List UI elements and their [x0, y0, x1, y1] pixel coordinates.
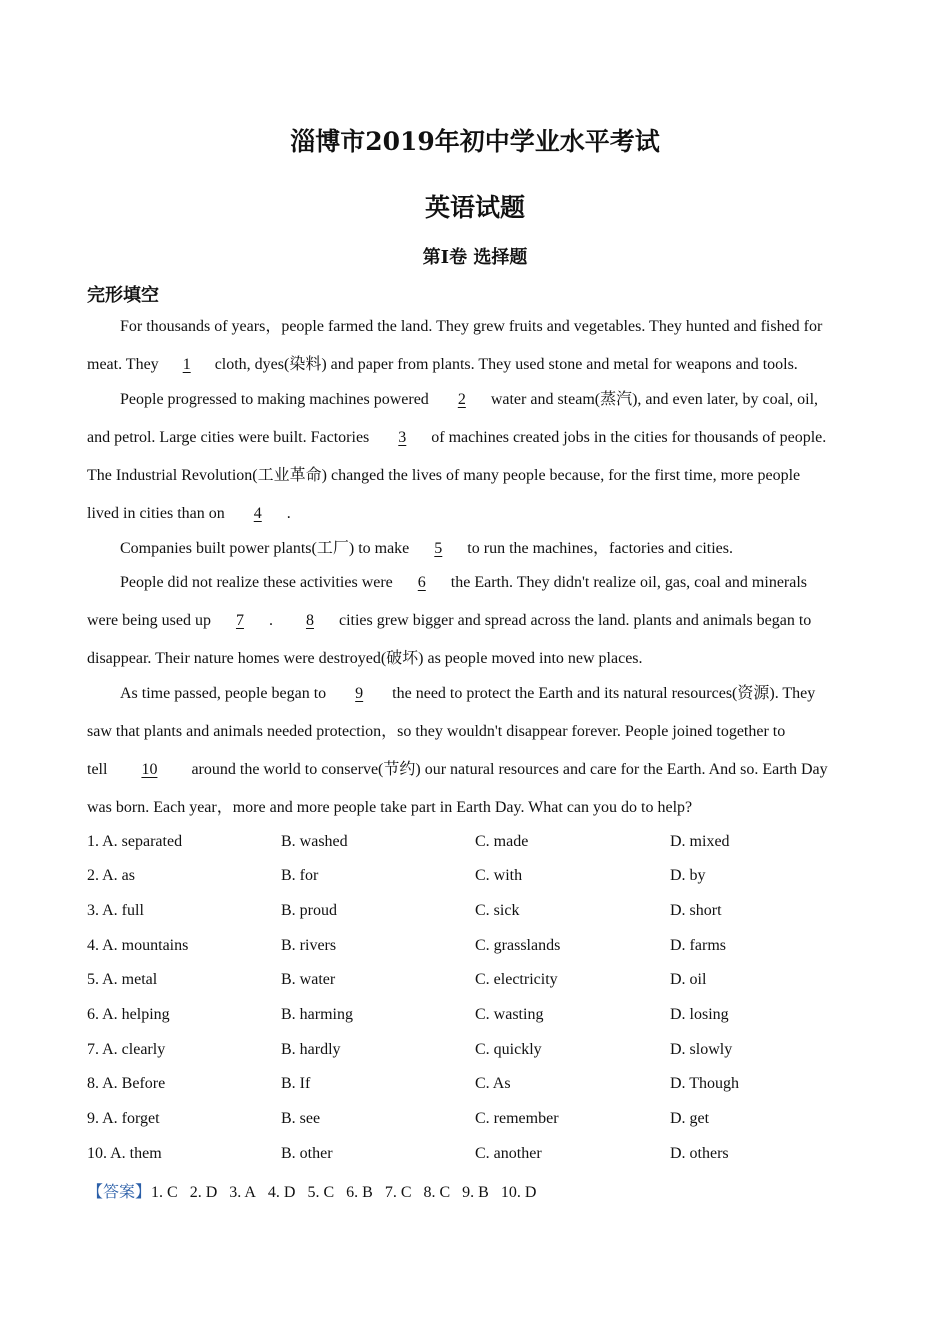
answer-key — [87, 1179, 548, 1202]
passage-line: The Industrial Revolution(工业革命) changed the lives of many people because, for the first time, more people — [87, 467, 801, 484]
blank-4: 4 — [253, 505, 262, 522]
exam-subtitle: 英语试题 — [424, 193, 525, 222]
blank-8: 8 — [305, 612, 314, 629]
passage-line — [87, 355, 798, 375]
option-c: C. As — [475, 1075, 511, 1092]
blank-2: 2 — [457, 391, 466, 408]
option-b: B. for — [281, 867, 319, 884]
option-a: 1. A. separated — [87, 833, 183, 850]
option-row — [0, 1145, 950, 1167]
answer-label: 【答案】 — [87, 1184, 152, 1201]
option-d: D. by — [670, 867, 706, 884]
answer-item: 7. C — [384, 1184, 412, 1201]
option-b: B. washed — [281, 833, 348, 850]
option-b: B. other — [281, 1145, 333, 1162]
option-a: 6. A. helping — [87, 1006, 170, 1023]
passage-line: For thousands of years，people farmed the land. They grew fruits and vegetables. They hunted and fished for — [120, 318, 823, 335]
passage-line — [87, 504, 291, 524]
answer-item: 10. D — [500, 1184, 537, 1201]
text: cities grew bigger and spread across the land. plants and animals began to — [338, 612, 812, 629]
option-d: D. short — [670, 902, 722, 919]
text: meat. They — [87, 356, 159, 373]
text: water and steam(蒸汽), and even later, by coal, oil, — [490, 391, 819, 408]
answer-item: 4. D — [267, 1184, 296, 1201]
passage-line: was born. Each year，more and more people take part in Earth Day. What can you do to help? — [87, 799, 693, 816]
text: People did not realize these activities were — [120, 574, 393, 591]
option-a: 5. A. metal — [87, 971, 158, 988]
option-b: B. harming — [281, 1006, 353, 1023]
option-row — [0, 1006, 950, 1028]
option-b: B. see — [281, 1110, 321, 1127]
text: were being used up — [87, 612, 211, 629]
option-row — [0, 1075, 950, 1097]
option-a: 8. A. Before — [87, 1075, 166, 1092]
blank-9: 9 — [355, 685, 364, 702]
passage-line — [120, 390, 818, 410]
option-row — [0, 971, 950, 993]
option-d: D. get — [670, 1110, 710, 1127]
passage-line — [87, 611, 811, 631]
blank-5: 5 — [434, 540, 443, 557]
option-b: B. If — [281, 1075, 311, 1092]
text: the Earth. They didn't realize oil, gas, coal and minerals — [450, 574, 808, 591]
blank-6: 6 — [417, 574, 426, 591]
text: . — [286, 505, 291, 522]
text: around the world to conserve(节约) our natural resources and care for the Earth. And so. Earth Day — [191, 761, 828, 778]
blank-7: 7 — [235, 612, 244, 629]
exam-title: 淄博市2019年初中学业水平考试 — [290, 127, 660, 156]
passage-line — [120, 684, 815, 704]
passage-line — [120, 539, 733, 559]
text: People progressed to making machines powered — [120, 391, 433, 408]
option-row — [0, 833, 950, 855]
option-d: D. slowly — [670, 1041, 733, 1058]
passage-line — [87, 760, 828, 780]
option-row — [0, 1110, 950, 1132]
answer-item: 8. C — [423, 1184, 451, 1201]
part-heading: 第Ⅰ卷 选择题 — [422, 247, 528, 268]
option-c: C. with — [475, 867, 523, 884]
text: to run the machines，factories and cities. — [467, 540, 733, 557]
option-b: B. hardly — [281, 1041, 341, 1058]
option-row — [0, 1041, 950, 1063]
text: . — [268, 612, 281, 629]
option-a: 9. A. forget — [87, 1110, 160, 1127]
answer-item: 6. B — [346, 1184, 373, 1201]
text: tell — [87, 761, 108, 778]
option-a: 3. A. full — [87, 902, 144, 919]
answer-item: 2. D — [189, 1184, 218, 1201]
text: cloth, dyes(染料) and paper from plants. They used stone and metal for weapons and tools. — [214, 356, 798, 373]
option-row — [0, 902, 950, 924]
option-c: C. another — [475, 1145, 542, 1162]
option-c: C. wasting — [475, 1006, 544, 1023]
passage-line — [120, 573, 807, 593]
blank-10: 10 — [141, 761, 158, 778]
text: the need to protect the Earth and its natural resources(资源). They — [388, 685, 816, 702]
option-a: 4. A. mountains — [87, 937, 189, 954]
option-a: 10. A. them — [87, 1145, 162, 1162]
option-row — [0, 937, 950, 959]
option-d: D. losing — [670, 1006, 729, 1023]
option-d: D. farms — [670, 937, 726, 954]
option-d: D. mixed — [670, 833, 730, 850]
text: As time passed, people began to — [120, 685, 331, 702]
option-b: B. rivers — [281, 937, 337, 954]
option-a: 7. A. clearly — [87, 1041, 166, 1058]
option-b: B. water — [281, 971, 336, 988]
option-a: 2. A. as — [87, 867, 135, 884]
option-b: B. proud — [281, 902, 337, 919]
blank-1: 1 — [182, 356, 191, 373]
answer-item: 9. B — [462, 1184, 489, 1201]
section-heading: 完形填空 — [87, 285, 159, 306]
option-c: C. remember — [475, 1110, 559, 1127]
option-c: C. grasslands — [475, 937, 561, 954]
option-c: C. sick — [475, 902, 520, 919]
answer-item: 1. C — [151, 1184, 178, 1201]
answer-item: 3. A — [229, 1184, 256, 1201]
option-c: C. made — [475, 833, 529, 850]
passage-line: saw that plants and animals needed protection，so they wouldn't disappear forever. People joined together to — [87, 723, 786, 740]
text: lived in cities than on — [87, 505, 229, 522]
option-d: D. oil — [670, 971, 707, 988]
passage-line — [87, 428, 826, 448]
option-row — [0, 867, 950, 889]
passage-line: disappear. Their nature homes were destroyed(破坏) as people moved into new places. — [87, 650, 643, 667]
option-d: D. Though — [670, 1075, 740, 1092]
text: Companies built power plants(工厂) to make — [120, 540, 410, 557]
option-c: C. quickly — [475, 1041, 542, 1058]
text: of machines created jobs in the cities for thousands of people. — [431, 429, 827, 446]
answer-item: 5. C — [307, 1184, 335, 1201]
text: and petrol. Large cities were built. Factories — [87, 429, 374, 446]
option-d: D. others — [670, 1145, 729, 1162]
option-c: C. electricity — [475, 971, 558, 988]
blank-3: 3 — [398, 429, 407, 446]
